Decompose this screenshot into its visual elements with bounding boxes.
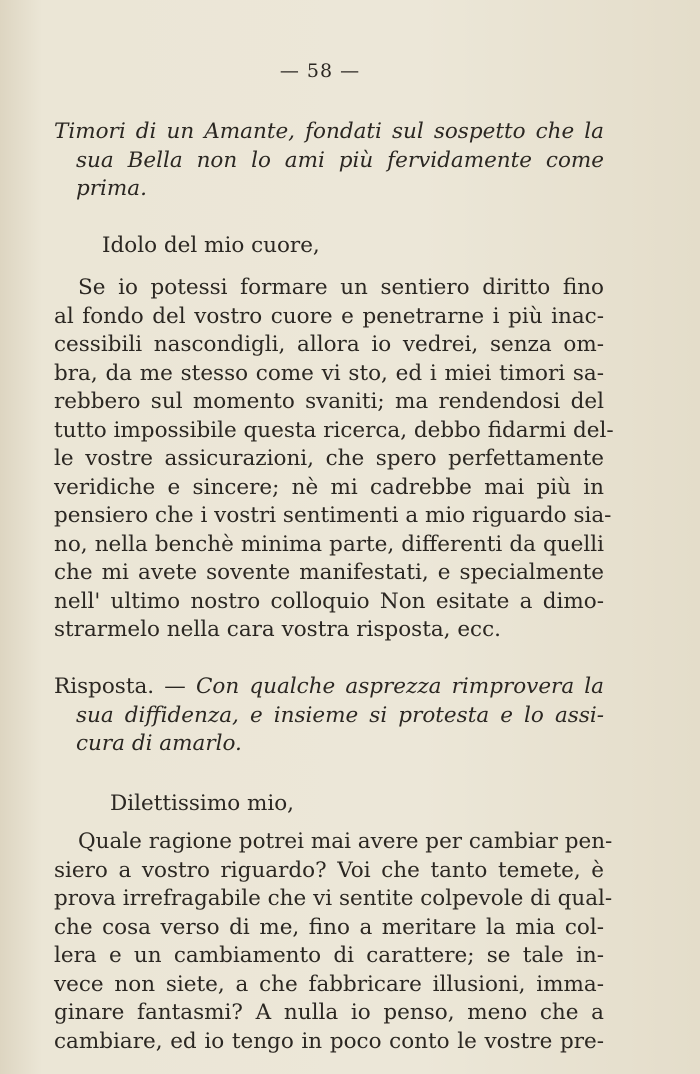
body-line: al fondo del vostro cuore e penetrarne i più inac- bbox=[54, 303, 604, 329]
body-line: nell' ultimo nostro colloquio Non esitate a dimo- bbox=[54, 588, 604, 614]
letter1-body bbox=[54, 274, 614, 645]
body-line: bra, da me stesso come vi sto, ed i miei timori sa- bbox=[54, 360, 604, 386]
reply-line: sua diffidenza, e insieme si protesta e lo assi- bbox=[76, 702, 604, 728]
body-line: siero a vostro riguardo? Voi che tanto temete, è bbox=[54, 857, 604, 883]
body-line: strarmelo nella cara vostra risposta, ecc. bbox=[54, 617, 501, 642]
title-line: Timori di un Amante, fondati sul sospetto che la bbox=[54, 119, 604, 144]
body-line: che cosa verso di me, fino a meritare la mia col- bbox=[54, 914, 604, 940]
body-line: cessibili nascondigli, allora io vedrei, senza om- bbox=[54, 332, 604, 357]
page-number: — 58 — bbox=[279, 60, 361, 82]
body-line: le vostre assicurazioni, che spero perfettamente bbox=[54, 446, 604, 471]
title-line: sua Bella non lo ami più fervidamente come bbox=[76, 147, 604, 173]
body-line: ginare fantasmi? A nulla io penso, meno che a bbox=[54, 1000, 604, 1025]
reply-summary bbox=[54, 673, 604, 759]
body-line: che mi avete sovente manifestati, e specialmente bbox=[54, 560, 604, 585]
letter2-body bbox=[54, 828, 613, 1056]
body-line: veridiche e sincere; nè mi cadrebbe mai più in bbox=[54, 474, 604, 500]
letter2-greeting: Dilettissimo mio, bbox=[110, 791, 295, 816]
body-line: pensiero che i vostri sentimenti a mio riguardo sia- bbox=[54, 503, 612, 528]
body-line: prova irrefragabile che vi sentite colpevole di qual- bbox=[54, 886, 613, 911]
reply-line: cura di amarlo. bbox=[76, 731, 242, 756]
body-line: no, nella benchè minima parte, differenti da quelli bbox=[54, 531, 604, 557]
body-line: Se io potessi formare un sentiero diritto fino bbox=[78, 275, 604, 300]
reply-line: Con qualche asprezza rimprovera la bbox=[195, 674, 604, 699]
title-line: prima. bbox=[76, 176, 147, 201]
body-line: cambiare, ed io tengo in poco conto le vostre pre- bbox=[54, 1028, 604, 1054]
reply-label: Risposta. — bbox=[54, 674, 186, 699]
body-line: Quale ragione potrei mai avere per cambiar pen- bbox=[78, 829, 613, 854]
letter-title bbox=[54, 118, 604, 204]
letter1-greeting: Idolo del mio cuore, bbox=[102, 233, 320, 258]
reply-first-line bbox=[54, 673, 604, 702]
body-line: rebbero sul momento svaniti; ma rendendosi del bbox=[54, 389, 604, 414]
body-line: vece non siete, a che fabbricare illusioni, imma- bbox=[54, 971, 604, 997]
body-line: lera e un cambiamento di carattere; se tale in- bbox=[54, 943, 604, 968]
body-line: tutto impossibile questa ricerca, debbo fidarmi del- bbox=[54, 417, 614, 443]
